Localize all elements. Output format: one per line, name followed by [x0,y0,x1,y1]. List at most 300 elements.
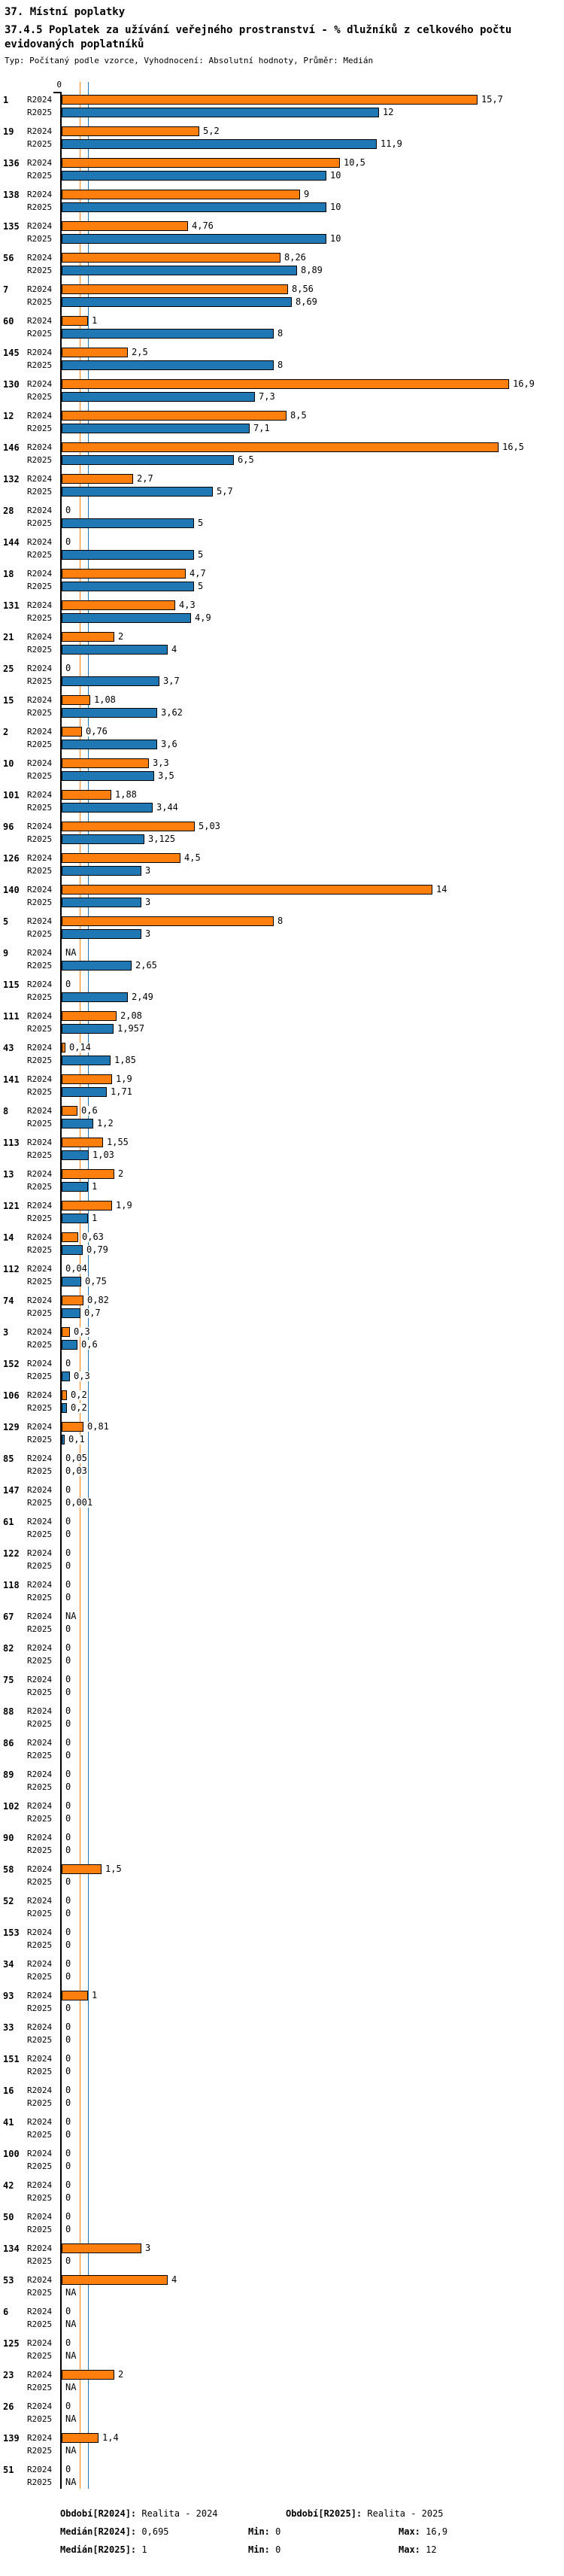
bar-row-r2024 [3,2021,564,2034]
bar-r2024 [62,1864,102,1874]
bar-row-r2025 [27,1370,564,1383]
value-label: 1,9 [116,1200,132,1211]
page-title: 37. Místní poplatky [5,6,126,18]
bar-group [3,1515,564,1541]
bar-group [3,188,564,214]
value-label: 0 [65,1548,71,1558]
series-label: R2025 [27,2035,53,2045]
series-label: R2025 [27,1940,53,1950]
category-label: 43 [3,1043,14,1053]
series-label: R2024 [27,474,53,484]
series-label: R2024 [27,1169,53,1179]
value-label: 0 [65,1560,71,1571]
series-label: R2025 [27,1372,53,1381]
bar-row-r2024 [3,788,564,801]
bar-group [3,1610,564,1636]
value-label: 3,44 [156,802,178,813]
bar-group [3,1073,564,1098]
value-label: 8 [277,328,284,339]
series-label: R2024 [27,1422,53,1432]
bar-row-r2025 [27,296,564,308]
series-label: R2024 [27,2212,53,2222]
value-label: 0 [65,2306,71,2316]
series-label: R2024 [27,95,53,105]
series-label: R2024 [27,1327,53,1337]
series-label: R2024 [27,758,53,768]
bar-row-r2025 [27,1022,564,1035]
bar-group [3,2242,564,2268]
series-label: R2025 [27,108,53,117]
bar-group [3,314,564,340]
value-label: 0,6 [81,1105,98,1116]
bar-row-r2025 [27,2128,564,2141]
value-label: 0 [65,1940,71,1950]
bar-r2024 [62,1422,83,1432]
bar-group [3,2305,564,2331]
bar-group [3,1484,564,1509]
bar-r2024 [62,632,114,642]
bar-group [3,2400,564,2426]
series-label: R2025 [27,487,53,497]
legend-stats-row-2025 [60,2544,564,2556]
bar-row-r2024 [3,1768,564,1781]
bar-row-r2025 [27,2286,564,2299]
bar-row-r2024 [3,1673,564,1686]
series-label: R2025 [27,1435,53,1444]
series-label: R2025 [27,898,53,907]
bar-group [3,93,564,119]
series-label: R2025 [27,1214,53,1223]
bar-group [3,567,564,593]
value-label: 0,04 [65,1263,87,1274]
series-label: R2024 [27,695,53,705]
value-label: 8,5 [290,410,307,421]
value-label: 3,3 [153,758,169,768]
value-label: 1,88 [115,789,137,800]
value-label: NA [65,2445,77,2456]
bar-row-r2025 [27,1307,564,1320]
bar-row-r2025 [27,1623,564,1636]
bar-r2025 [62,266,297,275]
bar-row-r2024 [3,630,564,643]
bar-row-r2024 [3,1136,564,1149]
bar-r2025 [62,487,213,497]
series-label: R2025 [27,518,53,528]
category-label: 152 [3,1359,20,1369]
series-label: R2024 [27,1106,53,1116]
value-label: 7,1 [253,423,270,433]
bar-group [3,346,564,372]
bar-group [3,536,564,561]
series-label: R2024 [27,1675,53,1684]
value-label: 4,7 [190,568,206,579]
bar-row-r2025 [27,2097,564,2110]
bar-r2025 [62,297,292,307]
bar-r2025 [62,1150,89,1160]
bar-r2024 [62,158,340,168]
bar-group [3,1736,564,1762]
value-label: 0,14 [69,1042,91,1053]
value-label: 0 [65,2085,71,2095]
series-label: R2025 [27,1719,53,1729]
series-label: R2024 [27,2085,53,2095]
value-label: 0 [65,2129,71,2140]
bar-r2025 [62,1245,83,1255]
bar-row-r2025 [27,928,564,940]
category-label: 75 [3,1675,14,1685]
value-label: 0 [65,1750,71,1760]
bar-group [3,852,564,877]
value-label: 0 [65,1813,71,1824]
bar-r2024 [62,1138,103,1147]
category-label: 82 [3,1643,14,1654]
category-label: 33 [3,2022,14,2033]
bar-row-r2025 [27,1970,564,1983]
series-label: R2024 [27,221,53,231]
bar-r2024 [62,695,90,705]
bar-r2024 [62,1106,77,1116]
bar-group [3,441,564,466]
value-label: 2 [118,2369,124,2380]
bar-row-r2025 [27,1812,564,1825]
value-label: 0 [65,2211,71,2222]
value-label: 0,75 [85,1276,107,1286]
bar-row-r2025 [27,454,564,466]
bar-r2025 [62,1308,80,1318]
bar-group [3,1010,564,1035]
bar-row-r2025 [27,138,564,150]
bar-r2024 [62,2275,168,2285]
series-label: R2024 [27,2022,53,2032]
value-label: NA [65,2319,77,2329]
value-label: 0 [65,1642,71,1653]
category-label: 14 [3,1232,14,1243]
bar-row-r2024 [3,1326,564,1338]
legend-period-2024: Období[R2024]: Realita - 2024 [60,2508,218,2519]
value-label: 0 [65,1769,71,1779]
series-label: R2025 [27,550,53,560]
bar-row-r2025 [27,1939,564,1952]
series-label: R2024 [27,727,53,737]
bar-r2024 [62,2370,114,2380]
bar-row-r2024 [3,1863,564,1876]
legend-max-2025: Max: 12 [399,2544,437,2555]
series-label: R2024 [27,569,53,579]
bar-row-r2024 [3,1926,564,1939]
bar-row-r2025 [27,675,564,688]
bar-group [3,2274,564,2299]
series-label: R2024 [27,284,53,294]
legend-period-row [60,2508,564,2520]
series-label: R2024 [27,158,53,168]
value-label: 0,7 [84,1308,101,1318]
bar-group [3,1768,564,1794]
bar-row-r2025 [27,2381,564,2394]
series-label: R2025 [27,1561,53,1571]
x-axis-zero-tick-label: 0 [56,80,62,90]
category-label: 74 [3,1296,14,1306]
category-label: 13 [3,1169,14,1180]
series-label: R2025 [27,2193,53,2203]
bar-group [3,2084,564,2110]
chart-meta-info: Typ: Počítaný podle vzorce, Vyhodnocení: Absolutní hodnoty, Průměr: Medián [5,56,374,65]
series-label: R2025 [27,1624,53,1634]
category-label: 52 [3,1896,14,1906]
bar-row-r2024 [3,2274,564,2286]
value-label: 16,9 [513,378,535,389]
series-label: R2024 [27,2338,53,2348]
bar-row-r2024 [3,946,564,959]
series-label: R2025 [27,866,53,876]
series-label: R2025 [27,1814,53,1824]
category-label: 86 [3,1738,14,1748]
category-label: 9 [3,948,9,958]
value-label: 0 [65,979,71,989]
bar-r2024 [62,348,128,357]
series-label: R2025 [27,992,53,1002]
bar-r2025 [62,1372,70,1381]
value-label: 10 [330,202,341,212]
bar-row-r2025 [27,264,564,277]
category-label: 61 [3,1517,14,1527]
value-label: 0 [65,2464,71,2474]
series-label: R2024 [27,1864,53,1874]
bar-row-r2025 [27,1907,564,1920]
bar-row-r2024 [3,536,564,548]
value-label: 2 [118,1168,124,1179]
category-label: 145 [3,348,20,358]
category-label: 28 [3,506,14,516]
value-label: 0 [65,2401,71,2411]
series-label: R2025 [27,297,53,307]
bar-group [3,946,564,972]
bar-r2024 [62,126,199,136]
bar-row-r2025 [27,2192,564,2204]
series-label: R2025 [27,1403,53,1413]
category-label: 102 [3,1801,20,1812]
bar-r2025 [62,1182,88,1192]
series-label: R2024 [27,980,53,989]
category-label: 101 [3,790,20,800]
bar-row-r2024 [3,1736,564,1749]
bar-row-r2025 [27,643,564,656]
bar-row-r2024 [3,2179,564,2192]
bar-row-r2025 [27,2318,564,2331]
bar-r2024 [62,284,288,294]
bar-row-r2024 [3,472,564,485]
series-label: R2025 [27,360,53,370]
series-label: R2025 [27,1182,53,1192]
series-label: R2024 [27,1612,53,1621]
value-label: 0,05 [65,1453,87,1463]
bar-row-r2025 [27,1781,564,1794]
bar-r2024 [62,95,478,105]
bar-r2025 [62,139,377,149]
bar-r2024 [62,758,149,768]
value-label: 0 [65,1674,71,1684]
category-label: 42 [3,2180,14,2191]
category-label: 111 [3,1011,20,1022]
series-label: R2025 [27,1056,53,1065]
bar-r2025 [62,866,141,876]
value-label: 1,55 [107,1137,129,1147]
category-label: 85 [3,1454,14,1464]
series-label: R2025 [27,708,53,718]
category-label: 113 [3,1138,20,1148]
bar-group [3,630,564,656]
bar-r2024 [62,1991,88,2000]
bar-row-r2025 [27,738,564,751]
bar-row-r2025 [27,359,564,372]
series-label: R2024 [27,1580,53,1590]
series-label: R2024 [27,2117,53,2127]
bar-row-r2025 [27,1686,564,1699]
bar-group [3,1389,564,1414]
series-label: R2024 [27,1738,53,1748]
bar-r2025 [62,708,157,718]
bar-r2024 [62,1043,65,1053]
series-label: R2025 [27,171,53,181]
value-label: 6,5 [238,454,254,465]
bar-row-r2025 [27,1180,564,1193]
bar-row-r2024 [3,1578,564,1591]
value-label: 8,56 [292,284,314,294]
value-label: 8,26 [284,252,306,263]
value-label: 7,3 [259,391,275,402]
value-label: 1 [92,1990,98,2000]
category-label: 135 [3,221,20,232]
bar-group [3,504,564,530]
value-label: 8 [277,360,284,370]
value-label: 5,03 [199,821,220,831]
bar-group [3,1262,564,1288]
series-label: R2024 [27,600,53,610]
value-label: 0 [65,2256,71,2266]
value-label: 2,7 [137,473,153,484]
bar-row-r2025 [27,1244,564,1256]
value-label: 4,3 [179,600,196,610]
category-label: 18 [3,569,14,579]
bar-row-r2024 [3,725,564,738]
value-label: 0 [65,2148,71,2158]
series-label: R2025 [27,771,53,781]
series-label: R2024 [27,916,53,926]
value-label: 1,08 [94,694,116,705]
bar-row-r2024 [3,1547,564,1560]
value-label: 0 [65,2053,71,2064]
bar-row-r2025 [27,2476,564,2489]
bar-r2024 [62,1011,117,1021]
value-label: 3,125 [148,834,176,844]
value-label: 0 [65,2116,71,2127]
bar-row-r2025 [27,1433,564,1446]
series-label: R2025 [27,1150,53,1160]
series-label: R2024 [27,2054,53,2064]
bar-row-r2024 [3,1989,564,2002]
series-label: R2025 [27,329,53,339]
series-label: R2025 [27,1245,53,1255]
bar-row-r2024 [3,378,564,390]
bar-row-r2025 [27,1149,564,1162]
bar-r2024 [62,2433,99,2443]
series-label: R2025 [27,1593,53,1602]
category-label: 151 [3,2054,20,2064]
series-label: R2025 [27,1845,53,1855]
category-label: 130 [3,379,20,390]
series-label: R2024 [27,1896,53,1906]
bar-r2025 [62,392,255,402]
bar-r2024 [62,822,195,831]
bar-group [3,2432,564,2457]
bar-row-r2025 [27,1718,564,1730]
category-label: 144 [3,537,20,548]
value-label: 0,2 [71,1390,87,1400]
bar-row-r2025 [27,580,564,593]
value-label: 3 [145,928,151,939]
value-label: 0,2 [71,1402,87,1413]
value-label: 0,001 [65,1497,93,1508]
category-label: 134 [3,2243,20,2254]
bar-r2025 [62,1056,111,1065]
series-label: R2024 [27,1991,53,2000]
legend-min-2025: Min: 0 [248,2544,281,2555]
series-label: R2025 [27,1277,53,1286]
value-label: NA [65,2477,77,2487]
bar-r2025 [62,518,194,528]
bar-group [3,788,564,814]
category-label: 1 [3,95,9,105]
bar-r2025 [62,550,194,560]
value-label: 0 [65,2180,71,2190]
bar-r2025 [62,234,326,244]
series-label: R2025 [27,740,53,749]
bar-row-r2025 [27,2413,564,2426]
bar-row-r2024 [3,156,564,169]
bar-group [3,1926,564,1952]
legend-period-2025: Období[R2025]: Realita - 2025 [286,2508,444,2519]
bar-row-r2025 [27,1749,564,1762]
bar-chart [0,80,564,2489]
bar-row-r2024 [3,662,564,675]
series-label: R2024 [27,1264,53,1274]
category-label: 51 [3,2465,14,2475]
series-label: R2024 [27,790,53,800]
bar-group [3,2021,564,2046]
bar-group [3,1578,564,1604]
category-label: 6 [3,2307,9,2317]
value-label: 0 [65,1908,71,1918]
bar-group [3,915,564,940]
value-label: 0,76 [86,726,108,737]
series-label: R2025 [27,2319,53,2329]
bar-r2025 [62,1340,77,1350]
series-label: R2024 [27,2149,53,2158]
series-label: R2024 [27,853,53,863]
value-label: 1,03 [92,1150,114,1160]
bar-r2025 [62,424,250,433]
bar-r2024 [62,474,133,484]
bar-r2025 [62,1087,107,1097]
series-label: R2024 [27,885,53,895]
value-label: NA [65,1611,77,1621]
bar-row-r2024 [3,2368,564,2381]
value-label: 1,957 [117,1023,145,1034]
category-label: 5 [3,916,9,927]
value-label: 8,69 [296,296,317,307]
bar-r2024 [62,569,186,579]
category-label: 131 [3,600,20,611]
bar-row-r2024 [3,1484,564,1496]
